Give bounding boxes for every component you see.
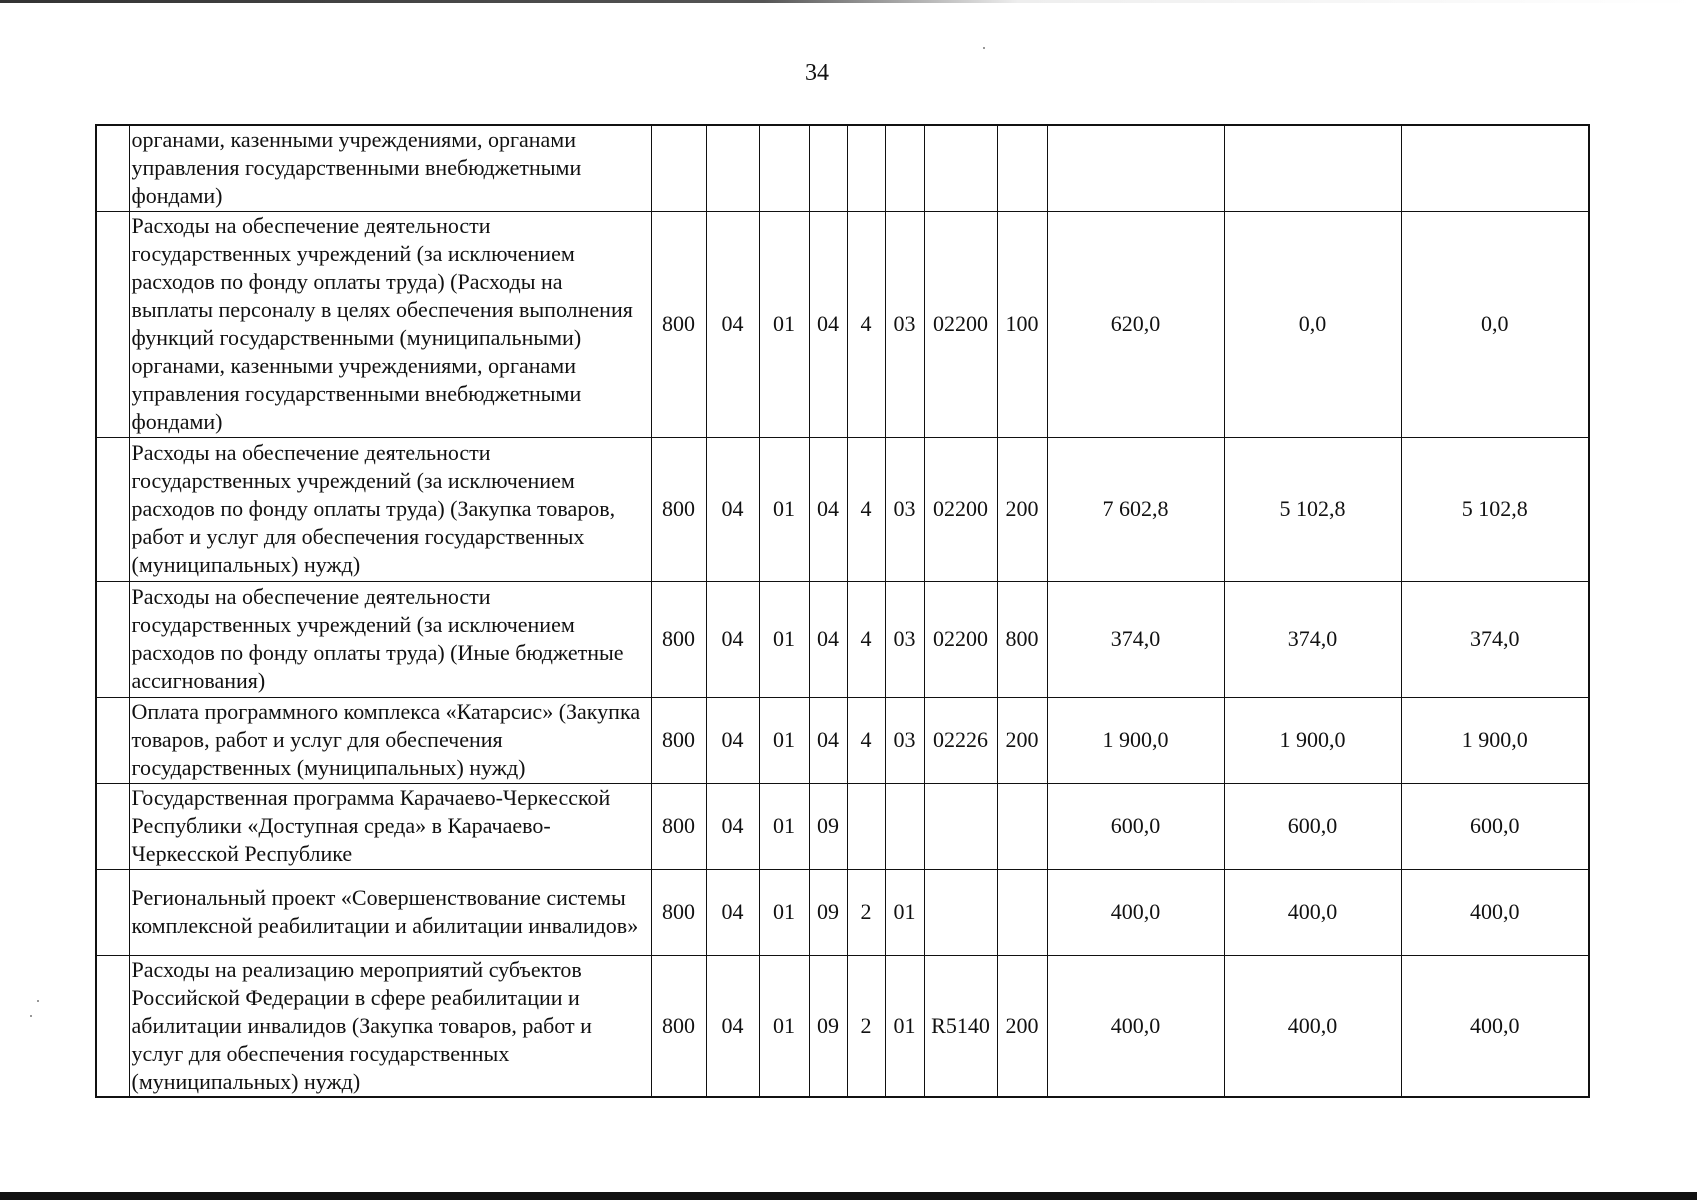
pr-cell: 01 [759, 437, 809, 581]
rz-cell: 04 [706, 437, 759, 581]
om-cell: 03 [885, 697, 924, 783]
scan-speck [37, 1000, 39, 1002]
om-cell: 03 [885, 581, 924, 697]
row-number-cell [96, 125, 129, 211]
rz-cell: 04 [706, 955, 759, 1097]
amount-year2-cell: 400,0 [1224, 955, 1401, 1097]
row-number-cell [96, 581, 129, 697]
pp-cell: 4 [847, 581, 885, 697]
table-row [96, 437, 1589, 581]
table-row [96, 211, 1589, 437]
ved-cell: 800 [651, 869, 706, 955]
scan-speck [30, 1015, 32, 1017]
amount-year2-cell: 400,0 [1224, 869, 1401, 955]
table-row [96, 783, 1589, 869]
expense-name-cell: Оплата программного комплекса «Катарсис» (Закупка товаров, работ и услуг для обеспечения государственных (муниципальных) нужд) [129, 697, 651, 783]
row-number-cell [96, 211, 129, 437]
vr-cell [997, 783, 1047, 869]
table-row [96, 697, 1589, 783]
ved-cell: 800 [651, 211, 706, 437]
om-cell [885, 783, 924, 869]
vr-cell: 800 [997, 581, 1047, 697]
amount-year1-cell: 374,0 [1047, 581, 1224, 697]
table-row [96, 125, 1589, 211]
rz-cell: 04 [706, 581, 759, 697]
amount-year1-cell: 400,0 [1047, 869, 1224, 955]
vr-cell [997, 869, 1047, 955]
amount-year3-cell: 600,0 [1401, 783, 1589, 869]
gp-cell: 04 [809, 697, 847, 783]
expense-name-cell: Расходы на реализацию мероприятий субъектов Российской Федерации в сфере реабилитации и абилитации инвалидов (Закупка товаров, работ и услуг для обеспечения государственных (муниципальных) нужд) [129, 955, 651, 1097]
pp-cell: 4 [847, 211, 885, 437]
table-row [96, 869, 1589, 955]
pr-cell: 01 [759, 869, 809, 955]
scan-top-edge [0, 0, 1697, 3]
expense-name-cell: Расходы на обеспечение деятельности государственных учреждений (за исключением расходов по фонду оплаты труда) (Закупка товаров, работ и услуг для обеспечения государственных (муниципальных) нужд) [129, 437, 651, 581]
ved-cell [651, 125, 706, 211]
amount-year3-cell: 400,0 [1401, 869, 1589, 955]
row-number-cell [96, 697, 129, 783]
expense-name-cell: Государственная программа Карачаево-Черкесской Республики «Доступная среда» в Карачаево-Черкесской Республике [129, 783, 651, 869]
rz-cell [706, 125, 759, 211]
scan-speck [983, 47, 985, 49]
om-cell: 01 [885, 955, 924, 1097]
nr-cell: 02200 [924, 437, 997, 581]
amount-year2-cell: 5 102,8 [1224, 437, 1401, 581]
budget-table [95, 124, 1590, 1098]
vr-cell: 200 [997, 697, 1047, 783]
amount-year3-cell: 400,0 [1401, 955, 1589, 1097]
nr-cell [924, 783, 997, 869]
ved-cell: 800 [651, 697, 706, 783]
rz-cell: 04 [706, 697, 759, 783]
expense-name-cell: Расходы на обеспечение деятельности государственных учреждений (за исключением расходов по фонду оплаты труда) (Иные бюджетные ассигнования) [129, 581, 651, 697]
rz-cell: 04 [706, 869, 759, 955]
vr-cell: 200 [997, 437, 1047, 581]
gp-cell: 09 [809, 869, 847, 955]
om-cell: 03 [885, 437, 924, 581]
nr-cell: 02200 [924, 581, 997, 697]
rz-cell: 04 [706, 211, 759, 437]
rz-cell: 04 [706, 783, 759, 869]
table-row [96, 955, 1589, 1097]
amount-year3-cell: 1 900,0 [1401, 697, 1589, 783]
scan-bottom-edge [0, 1192, 1697, 1200]
gp-cell [809, 125, 847, 211]
pr-cell: 01 [759, 955, 809, 1097]
gp-cell: 04 [809, 211, 847, 437]
amount-year1-cell: 600,0 [1047, 783, 1224, 869]
amount-year2-cell: 1 900,0 [1224, 697, 1401, 783]
amount-year2-cell [1224, 125, 1401, 211]
amount-year3-cell: 374,0 [1401, 581, 1589, 697]
expense-name-cell: Региональный проект «Совершенствование системы комплексной реабилитации и абилитации инвалидов» [129, 869, 651, 955]
amount-year3-cell: 0,0 [1401, 211, 1589, 437]
pp-cell: 4 [847, 697, 885, 783]
pp-cell [847, 783, 885, 869]
nr-cell: R5140 [924, 955, 997, 1097]
nr-cell: 02226 [924, 697, 997, 783]
vr-cell: 100 [997, 211, 1047, 437]
nr-cell [924, 869, 997, 955]
row-number-cell [96, 869, 129, 955]
vr-cell: 200 [997, 955, 1047, 1097]
pp-cell: 2 [847, 955, 885, 1097]
amount-year1-cell: 400,0 [1047, 955, 1224, 1097]
pp-cell: 2 [847, 869, 885, 955]
page-number: 34 [805, 60, 829, 86]
pr-cell: 01 [759, 211, 809, 437]
nr-cell: 02200 [924, 211, 997, 437]
amount-year2-cell: 600,0 [1224, 783, 1401, 869]
gp-cell: 04 [809, 581, 847, 697]
table-body [96, 125, 1589, 1097]
amount-year1-cell: 620,0 [1047, 211, 1224, 437]
expense-name-cell: органами, казенными учреждениями, органами управления государственными внебюджетными фондами) [129, 125, 651, 211]
ved-cell: 800 [651, 581, 706, 697]
om-cell [885, 125, 924, 211]
amount-year1-cell: 1 900,0 [1047, 697, 1224, 783]
gp-cell: 04 [809, 437, 847, 581]
gp-cell: 09 [809, 783, 847, 869]
expense-name-cell: Расходы на обеспечение деятельности государственных учреждений (за исключением расходов по фонду оплаты труда) (Расходы на выплаты персоналу в целях обеспечения выполнения функций государственными (муниципальными) органами, казенными учреждениями, органами управления государственными внебюджетными фондами) [129, 211, 651, 437]
pr-cell: 01 [759, 783, 809, 869]
amount-year3-cell [1401, 125, 1589, 211]
pr-cell: 01 [759, 697, 809, 783]
pr-cell: 01 [759, 581, 809, 697]
row-number-cell [96, 955, 129, 1097]
ved-cell: 800 [651, 783, 706, 869]
amount-year1-cell: 7 602,8 [1047, 437, 1224, 581]
ved-cell: 800 [651, 955, 706, 1097]
gp-cell: 09 [809, 955, 847, 1097]
row-number-cell [96, 437, 129, 581]
ved-cell: 800 [651, 437, 706, 581]
pr-cell [759, 125, 809, 211]
amount-year1-cell [1047, 125, 1224, 211]
om-cell: 01 [885, 869, 924, 955]
amount-year3-cell: 5 102,8 [1401, 437, 1589, 581]
row-number-cell [96, 783, 129, 869]
pp-cell: 4 [847, 437, 885, 581]
om-cell: 03 [885, 211, 924, 437]
pp-cell [847, 125, 885, 211]
vr-cell [997, 125, 1047, 211]
amount-year2-cell: 0,0 [1224, 211, 1401, 437]
amount-year2-cell: 374,0 [1224, 581, 1401, 697]
table-row [96, 581, 1589, 697]
nr-cell [924, 125, 997, 211]
